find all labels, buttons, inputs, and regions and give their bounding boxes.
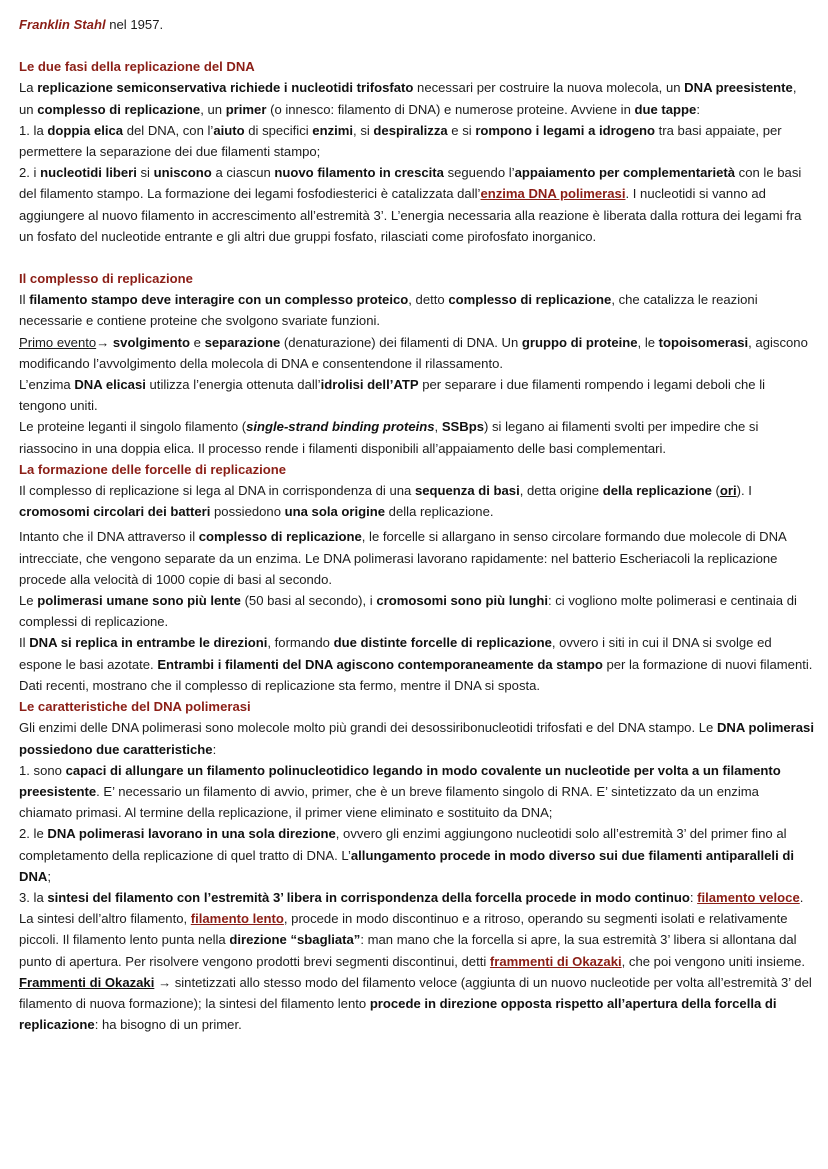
bold-text: capaci di allungare un filamento polinucleotidico legando in modo covalente un nucleotide per volta a un filamento preesistente	[19, 762, 781, 799]
text-run: → sintetizzati allo stesso modo del filamento veloce (aggiunta di un nuovo nucleotide per volta all’estremità 3’ del filamento di nuova formazione); la sintesi del filamento lento	[19, 974, 812, 1011]
bold-text: sequenza di basi	[414, 483, 520, 499]
text-run: :	[696, 101, 700, 117]
paragraph	[19, 332, 814, 374]
text-run: necessari per costruire la nuova molecola, un	[413, 80, 685, 96]
text-run: si	[136, 165, 154, 181]
text-run: e	[190, 334, 205, 350]
text-run: e si	[447, 122, 476, 138]
bold-underlined-text: ori	[719, 483, 737, 499]
text-run: (50 basi al secondo), i	[240, 593, 377, 609]
text-run: tra basi appaiate, per permettere la separazione dei due filamenti stampo;	[19, 122, 782, 160]
bold-text: gruppo di proteine	[521, 334, 638, 350]
intro-line	[19, 14, 814, 35]
bold-text: due distinte forcelle di replicazione	[333, 635, 552, 651]
text-run: →	[96, 334, 113, 350]
bold-text: due tappe	[634, 101, 697, 117]
text-run: 1. sono	[19, 762, 66, 778]
list-item	[19, 887, 814, 972]
document-page	[19, 14, 814, 1035]
bold-text: aiuto	[213, 122, 245, 138]
text-run: , detta origine	[519, 483, 603, 499]
text-run: . E’ necessario un filamento di avvio, primer, che è un breve filamento singolo di RNA. E’ sintetizzato da un enzima chiamato primasi. Al termine della replicazione, il primer viene eliminato e sostituito da DNA;	[19, 783, 759, 821]
text-run: , che catalizza le reazioni necessarie e contiene proteine che svolgono svariate funzioni.	[19, 292, 758, 329]
bold-text: cromosomi circolari dei batteri	[19, 504, 211, 520]
underlined-text: Primo evento	[19, 334, 97, 350]
bold-text: uniscono	[153, 165, 212, 181]
text-run: L’enzima	[19, 377, 75, 393]
bold-text: DNA polimerasi possiedono due caratteristiche	[19, 720, 814, 757]
paragraph	[19, 374, 814, 416]
text-run: 2. i	[19, 165, 41, 181]
text-run: 3. la	[19, 889, 48, 905]
text-run: di specifici	[244, 122, 313, 138]
text-run: Intanto che il DNA attraverso il	[19, 529, 199, 545]
text-run: : ci vogliono molte polimerasi e centinaia di complessi di replicazione.	[19, 593, 797, 630]
bold-text: topoisomerasi	[658, 334, 749, 350]
bold-text: despiralizza	[373, 122, 448, 138]
bold-text: doppia elica	[47, 122, 124, 138]
text-run: (denaturazione) dei filamenti di DNA. Un	[280, 334, 522, 350]
highlighted-term: filamento lento	[190, 911, 284, 927]
text-run: , ovvero gli enzimi aggiungono nucleotidi solo all’estremità 3’ del primer fino al completamento della replicazione di quel tratto di DNA. L’	[19, 826, 787, 863]
paragraph	[19, 416, 814, 458]
bold-text: separazione	[204, 334, 281, 350]
text-run: possiedono	[210, 504, 285, 520]
list-item	[19, 823, 814, 887]
bold-text: primer	[225, 101, 267, 117]
paragraph	[19, 972, 814, 1036]
text-run: ) si legano ai filamenti svolti per impedire che si riassocino in una doppia elica. Il processo rende i filamenti disponibili all’appaiamento delle basi complementari.	[19, 419, 759, 456]
paragraph	[19, 717, 814, 759]
paragraph	[19, 675, 814, 696]
section-heading-complesso: Il complesso di replicazione	[19, 271, 193, 287]
text-run: Il	[19, 292, 30, 308]
paragraph	[19, 526, 814, 590]
bold-text: DNA elicasi	[74, 377, 146, 393]
bold-text: complesso di replicazione	[448, 292, 612, 308]
text-run: ,	[434, 419, 442, 435]
bold-text: Entrambi i filamenti del DNA agiscono contemporaneamente da stampo	[157, 656, 603, 672]
text-run: :	[212, 741, 217, 757]
text-run: . La sintesi dell’altro filamento,	[19, 889, 804, 927]
text-run: Il	[19, 635, 30, 651]
text-run: . I nucleotidi si vanno ad aggiungere al nuovo filamento in accrescimento all’estremità 3’. L’energia necessaria alla reazione è liberata dalla rottura dei legami fra un fosfato del nucleotide entrante e gli altri due gruppi fosfato, rilasciati come pirofosfato inorganico.	[19, 186, 802, 244]
bold-text: replicazione semiconservativa richiede i nucleotidi trifosfato	[37, 80, 414, 96]
text-run: , un	[19, 80, 797, 117]
bold-text: SSBps	[441, 419, 485, 435]
bold-text: della replicazione	[602, 483, 712, 499]
paragraph	[19, 632, 814, 674]
section-heading-caratteristiche: Le caratteristiche del DNA polimerasi	[19, 699, 251, 715]
bold-text: nuovo filamento in crescita	[274, 165, 444, 181]
text-run: , detto	[408, 292, 449, 308]
bold-text: appaiamento per complementarietà	[514, 165, 736, 181]
text-run: Il complesso di replicazione si lega al DNA in corrispondenza di una	[19, 483, 415, 499]
bold-text: direzione “sbagliata”	[229, 932, 361, 948]
list-item	[19, 162, 814, 247]
bold-text: polimerasi umane sono più lente	[37, 593, 241, 609]
bold-text: nucleotidi liberi	[40, 165, 137, 181]
text-run: con le basi del filamento stampo. La formazione dei legami fosfodiesterici è catalizzata dall’	[19, 165, 802, 202]
highlighted-term: filamento veloce	[697, 889, 800, 905]
text-run: Dati recenti, mostrano che il complesso di replicazione sta fermo, mentre il DNA si sposta.	[19, 677, 541, 693]
text-run: ;	[47, 868, 52, 884]
list-item	[19, 120, 814, 162]
bold-text: rompono i legami a idrogeno	[475, 122, 655, 138]
author-name: Franklin Stahl	[19, 17, 106, 32]
bold-text: enzimi	[312, 122, 354, 138]
text-run: , le forcelle si allargano in senso circolare formando due molecole di DNA intrecciate, che vengono separate da un enzima. Le DNA polimerasi lavorano rapidamente: nel batterio Escheriacoli la replicazione procede alla velocità di 1000 copie di basi al secondo.	[19, 529, 787, 587]
text-run: Gli enzimi delle DNA polimerasi sono molecole molto più grandi dei desossiribonucleotidi trifosfati e del DNA stampo. Le	[19, 720, 717, 736]
text-run: , ovvero i siti in cui il DNA si svolge ed espone le basi azotate.	[19, 635, 772, 672]
bold-text: idrolisi dell’ATP	[320, 377, 419, 393]
bold-text: cromosomi sono più lunghi	[376, 593, 548, 609]
text-run: ). I	[736, 483, 752, 499]
paragraph	[19, 77, 814, 119]
text-run: a ciascun	[211, 165, 275, 181]
bold-italic-text: single-strand binding proteins	[246, 419, 435, 435]
highlighted-term: enzima DNA polimerasi	[480, 186, 626, 202]
bold-text: sintesi del filamento con l’estremità 3’ libera in corrispondenza della forcella procede in modo continuo	[47, 889, 690, 905]
text-run: , formando	[267, 635, 334, 651]
text-run: , un	[200, 101, 226, 117]
text-run: seguendo l’	[443, 165, 515, 181]
text-run: per separare i due filamenti rompendo i legami deboli che li tengono uniti.	[19, 377, 766, 414]
highlighted-term: frammenti di Okazaki	[489, 953, 622, 969]
list-item	[19, 760, 814, 824]
text-run: (o innesco: filamento di DNA) e numerose proteine. Avviene in	[266, 101, 635, 117]
text-run: Le proteine leganti il singolo filamento (	[19, 419, 247, 435]
text-run: (	[711, 483, 720, 499]
bold-text: allungamento procede in modo diverso sui due filamenti antiparalleli di DNA	[19, 847, 794, 884]
bold-text: complesso di replicazione	[198, 529, 362, 545]
text-run: : man mano che la forcella si apre, la sua estremità 3’ libera si allontana dal punto di apertura. Per risolvere vengono prodotti brevi segmenti discontinui, detti	[19, 932, 797, 969]
paragraph	[19, 480, 814, 522]
bold-text: una sola origine	[284, 504, 386, 520]
bold-underlined-text: Frammenti di Okazaki	[19, 974, 155, 990]
text-run: del DNA, con l’	[123, 122, 214, 138]
section-heading-due-fasi: Le due fasi della replicazione del DNA	[19, 59, 255, 75]
intro-year: nel 1957.	[105, 17, 164, 32]
bold-text: svolgimento	[112, 334, 191, 350]
text-run: , si	[353, 122, 374, 138]
text-run: 1. la	[19, 122, 48, 138]
bold-text: procede in direzione opposta rispetto all’apertura della forcella di replicazione	[19, 995, 777, 1033]
text-run: Le	[19, 593, 38, 609]
text-run: : ha bisogno di un primer.	[94, 1017, 242, 1033]
text-run: , le	[637, 334, 659, 350]
section-heading-forcelle: La formazione delle forcelle di replicazione	[19, 461, 287, 477]
text-run: La	[19, 80, 38, 96]
bold-text: DNA polimerasi lavorano in una sola direzione	[47, 826, 336, 842]
text-run: utilizza l’energia ottenuta dall’	[145, 377, 321, 393]
paragraph	[19, 590, 814, 632]
text-run: per la formazione di nuovi filamenti.	[602, 656, 813, 672]
bold-text: complesso di replicazione	[37, 101, 201, 117]
bold-text: DNA preesistente	[684, 80, 793, 96]
text-run: , procede in modo discontinuo e a ritroso, operando su segmenti isolati e relativamente piccoli. Il filamento lento punta nella	[19, 911, 788, 948]
bold-text: filamento stampo deve interagire con un complesso proteico	[29, 292, 409, 308]
paragraph	[19, 289, 814, 331]
text-run: 2. le	[19, 826, 48, 842]
text-run: , agiscono modificando l’avvolgimento della molecola di DNA e consentendone il rilassamento.	[19, 334, 808, 371]
text-run: della replicazione.	[385, 504, 494, 520]
text-run: , che poi vengono uniti insieme.	[621, 953, 806, 969]
bold-text: DNA si replica in entrambe le direzioni	[29, 635, 268, 651]
text-run: :	[689, 889, 698, 905]
